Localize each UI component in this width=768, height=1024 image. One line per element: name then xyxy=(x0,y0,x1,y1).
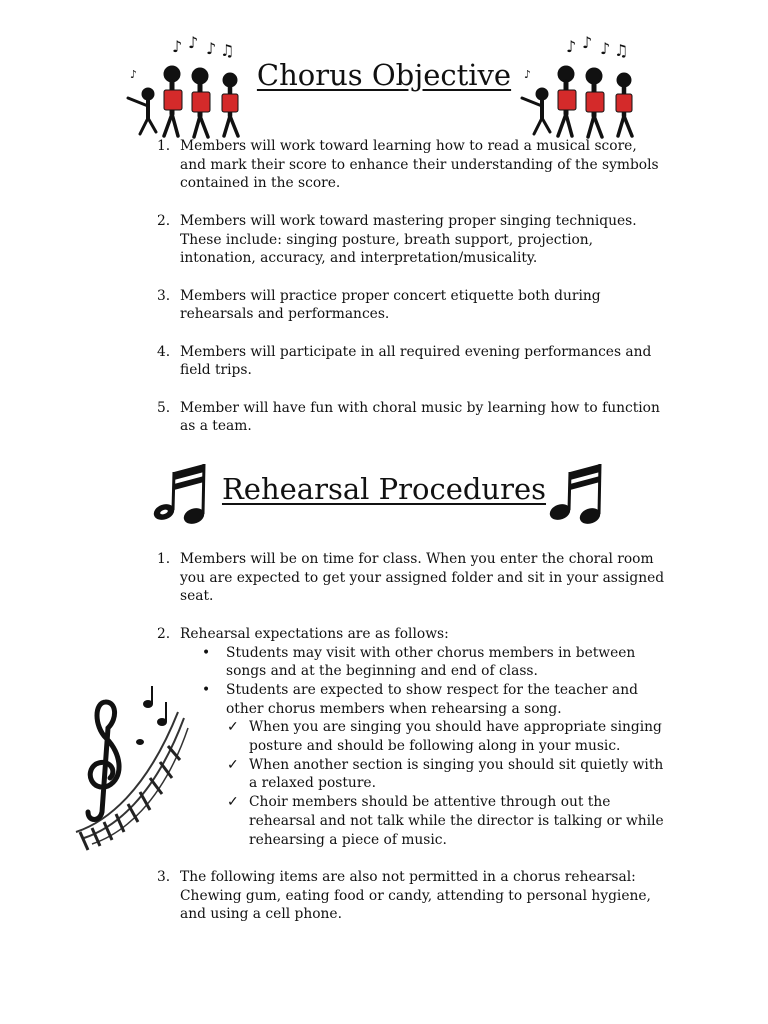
list-item xyxy=(157,137,667,193)
choir-singers-icon xyxy=(518,34,646,140)
check-text: When you are singing you should have appropriate singing posture and should be following along in your music. xyxy=(249,719,662,755)
bullet-list xyxy=(157,644,667,719)
svg-text:♪: ♪ xyxy=(206,39,217,58)
check-text: When another section is singing you should sit quietly with a relaxed posture. xyxy=(249,756,664,792)
bullet-glyph: • xyxy=(202,681,211,698)
check-icon: ✓ xyxy=(227,719,239,736)
list-item xyxy=(157,868,667,924)
svg-text:♪: ♪ xyxy=(566,37,577,56)
list-number: 3. xyxy=(157,287,171,304)
list-text: Rehearsal expectations are as follows: xyxy=(180,625,449,642)
list-number: 2. xyxy=(157,625,171,642)
check-item xyxy=(157,756,667,793)
check-item xyxy=(157,793,667,849)
check-icon: ✓ xyxy=(227,794,239,811)
list-text: Member will have fun with choral music by learning how to function as a team. xyxy=(180,399,660,435)
bullet-item xyxy=(157,644,667,681)
svg-text:♪: ♪ xyxy=(582,34,593,52)
svg-text:♪: ♪ xyxy=(188,34,199,52)
check-icon: ✓ xyxy=(227,756,239,773)
list-number: 1. xyxy=(157,138,171,154)
check-list xyxy=(157,718,667,849)
bullet-text: Students may visit with other chorus members in between songs and at the beginning and end of class. xyxy=(226,644,636,680)
list-item xyxy=(157,343,667,380)
procedures-list xyxy=(157,550,667,924)
bullet-glyph: • xyxy=(202,644,211,661)
svg-text:♫: ♫ xyxy=(220,41,235,60)
svg-text:♪: ♪ xyxy=(130,68,138,81)
list-text: The following items are also not permitted in a chorus rehearsal: Chewing gum, eating food or candy, attending to personal hygiene, and using a cell phone. xyxy=(180,868,651,923)
list-number: 3. xyxy=(157,868,171,885)
list-number: 4. xyxy=(157,343,171,360)
rehearsal-procedures-title: Rehearsal Procedures xyxy=(221,472,547,506)
list-text: Members will practice proper concert etiquette both during rehearsals and performances. xyxy=(180,287,601,323)
objective-list xyxy=(157,137,667,436)
list-text: Members will work toward learning how to read a musical score, and mark their score to enhance their understanding of the symbols contained in the score. xyxy=(180,138,659,192)
music-note-icon xyxy=(546,460,606,528)
list-text: Members will participate in all required evening performances and field trips. xyxy=(180,343,652,379)
svg-text:♪: ♪ xyxy=(172,37,183,56)
list-item xyxy=(157,399,667,436)
list-number: 5. xyxy=(157,399,171,416)
bullet-item xyxy=(157,681,667,718)
list-number: 2. xyxy=(157,212,171,229)
list-item xyxy=(157,625,667,849)
check-item xyxy=(157,718,667,755)
list-item xyxy=(157,287,667,324)
svg-text:♪: ♪ xyxy=(524,68,532,81)
svg-text:♫: ♫ xyxy=(614,41,629,60)
check-text: Choir members should be attentive through out the rehearsal and not talk while the director is talking or while rehearsing a piece of music. xyxy=(249,794,664,848)
list-number: 1. xyxy=(157,551,171,567)
list-text: Members will work toward mastering proper singing techniques. These include: singing posture, breath support, projection, intonation, accuracy, and interpretation/musicality. xyxy=(180,212,637,267)
list-text: Members will be on time for class. When you enter the choral room you are expected to get your assigned folder and sit in your assigned seat. xyxy=(180,551,665,605)
chorus-objective-title: Chorus Objective xyxy=(256,58,512,92)
list-item xyxy=(157,212,667,268)
bullet-text: Students are expected to show respect for the teacher and other chorus members when rehearsing a song. xyxy=(226,681,638,717)
svg-text:♪: ♪ xyxy=(600,39,611,58)
list-item xyxy=(157,550,667,606)
